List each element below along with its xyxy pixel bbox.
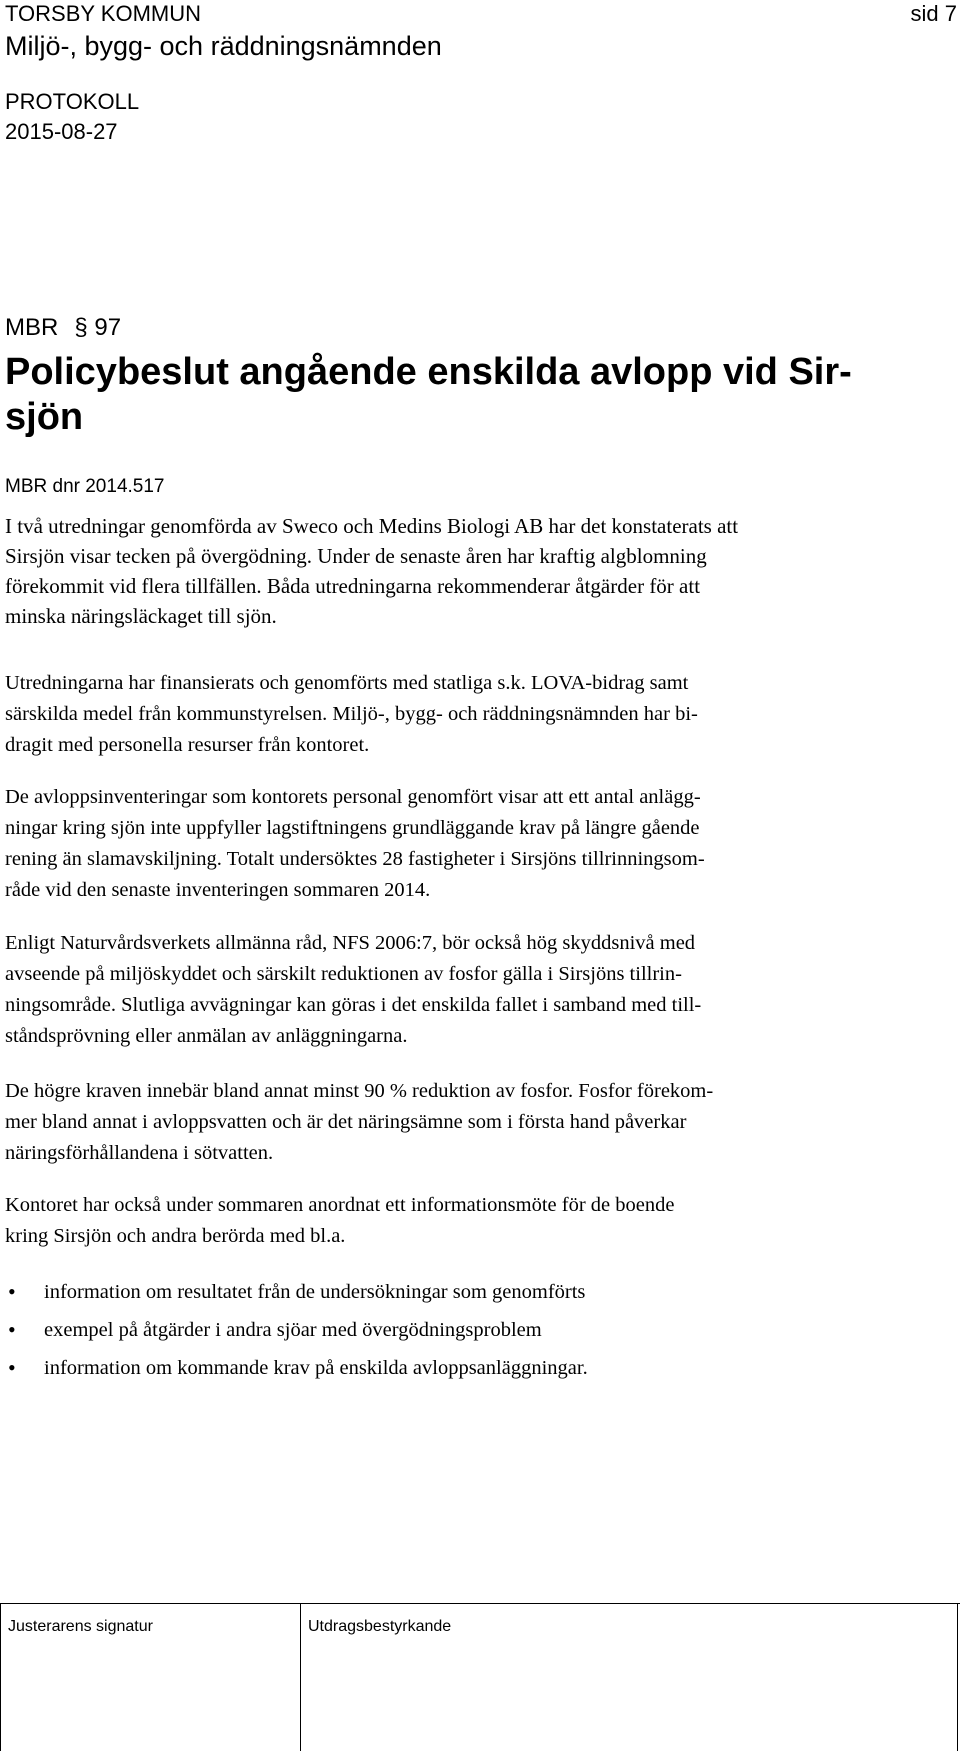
- list-item: [0, 1349, 930, 1387]
- extract-certification-label: Utdragsbestyrkande: [308, 1618, 452, 1635]
- paragraph-line: De högre kraven innebär bland annat minst 90 % reduktion av fosfor. Fosfor förekom-: [5, 1080, 714, 1102]
- case-code: MBR: [5, 314, 59, 341]
- bullet-icon: •: [8, 1355, 16, 1380]
- signature-label: Justerarens signatur: [8, 1618, 153, 1635]
- paragraph-line: Sirsjön visar tecken på övergödning. Under de senaste åren har kraftig algblomning: [5, 544, 707, 568]
- diary-number: MBR dnr 2014.517: [5, 476, 165, 497]
- bullet-icon: •: [8, 1317, 16, 1342]
- list-item-text: exempel på åtgärder i andra sjöar med övergödningsproblem: [44, 1319, 542, 1341]
- paragraph: [5, 1190, 935, 1252]
- section-sign: §: [74, 314, 88, 341]
- paragraph: [5, 511, 935, 631]
- paragraph-line: råde vid den senaste inventeringen sommaren 2014.: [5, 879, 431, 901]
- paragraph-line: förekommit vid flera tillfällen. Båda utredningarna rekommenderar åtgärder för att: [5, 574, 701, 598]
- paragraph-line: särskilda medel från kommunstyrelsen. Miljö-, bygg- och räddningsnämnden har bi-: [5, 703, 698, 725]
- page-title: [5, 350, 905, 440]
- paragraph-line: I två utredningar genomförda av Sweco och Medins Biologi AB har det konstaterats att: [5, 514, 739, 538]
- document-type: PROTOKOLL: [5, 89, 140, 114]
- paragraph-line: näringsförhållandena i sötvatten.: [5, 1142, 274, 1164]
- paragraph-line: Kontoret har också under sommaren anordnat ett informationsmöte för de boende: [5, 1194, 675, 1216]
- list-item: [0, 1311, 930, 1349]
- paragraph-line: ståndsprövning eller anmälan av anläggningarna.: [5, 1025, 408, 1047]
- bullet-list: [0, 1273, 930, 1387]
- paragraph: [5, 1076, 935, 1169]
- paragraph: [5, 782, 935, 906]
- list-item: [0, 1273, 930, 1311]
- paragraph-line: rening än slamavskiljning. Totalt undersöktes 28 fastigheter i Sirsjöns tillrinningsom-: [5, 848, 705, 870]
- paragraph: [5, 668, 935, 761]
- paragraph: [5, 928, 935, 1052]
- organization-name: TORSBY KOMMUN: [5, 1, 201, 26]
- table-divider: [957, 1604, 958, 1751]
- paragraph-line: ningar kring sjön inte uppfyller lagstiftningens grundläggande krav på längre gående: [5, 817, 700, 839]
- page-number: sid 7: [910, 1, 957, 26]
- bullet-icon: •: [8, 1279, 16, 1304]
- paragraph-line: avseende på miljöskyddet och särskilt reduktionen av fosfor gälla i Sirsjöns tillrin-: [5, 963, 682, 985]
- paragraph-line: De avloppsinventeringar som kontorets personal genomfört visar att ett antal anlägg-: [5, 786, 701, 808]
- table-divider: [0, 1604, 1, 1751]
- paragraph-line: dragit med personella resurser från kontoret.: [5, 734, 370, 756]
- list-item-text: information om resultatet från de undersökningar som genomförts: [44, 1281, 586, 1303]
- paragraph-line: ningsområde. Slutliga avvägningar kan göras i det enskilda fallet i samband med till-: [5, 994, 702, 1016]
- table-divider: [300, 1604, 301, 1751]
- committee-name: Miljö-, bygg- och räddningsnämnden: [5, 31, 442, 61]
- list-item-text: information om kommande krav på enskilda avloppsanläggningar.: [44, 1357, 588, 1379]
- paragraph-line: minska näringsläckaget till sjön.: [5, 604, 277, 628]
- paragraph-line: kring Sirsjön och andra berörda med bl.a.: [5, 1225, 346, 1247]
- title-line: Policybeslut angående enskilda avlopp vid Sir-: [5, 351, 852, 393]
- document-date: 2015-08-27: [5, 119, 118, 144]
- signature-table: [0, 1603, 960, 1751]
- paragraph-line: mer bland annat i avloppsvatten och är det näringsämne som i första hand påverkar: [5, 1111, 687, 1133]
- case-number: [5, 314, 121, 342]
- case-paragraph-number: 97: [94, 314, 122, 341]
- paragraph-line: Enligt Naturvårdsverkets allmänna råd, NFS 2006:7, bör också hög skyddsnivå med: [5, 932, 696, 954]
- title-line: sjön: [5, 396, 84, 438]
- paragraph-line: Utredningarna har finansierats och genomförts med statliga s.k. LOVA-bidrag samt: [5, 672, 689, 694]
